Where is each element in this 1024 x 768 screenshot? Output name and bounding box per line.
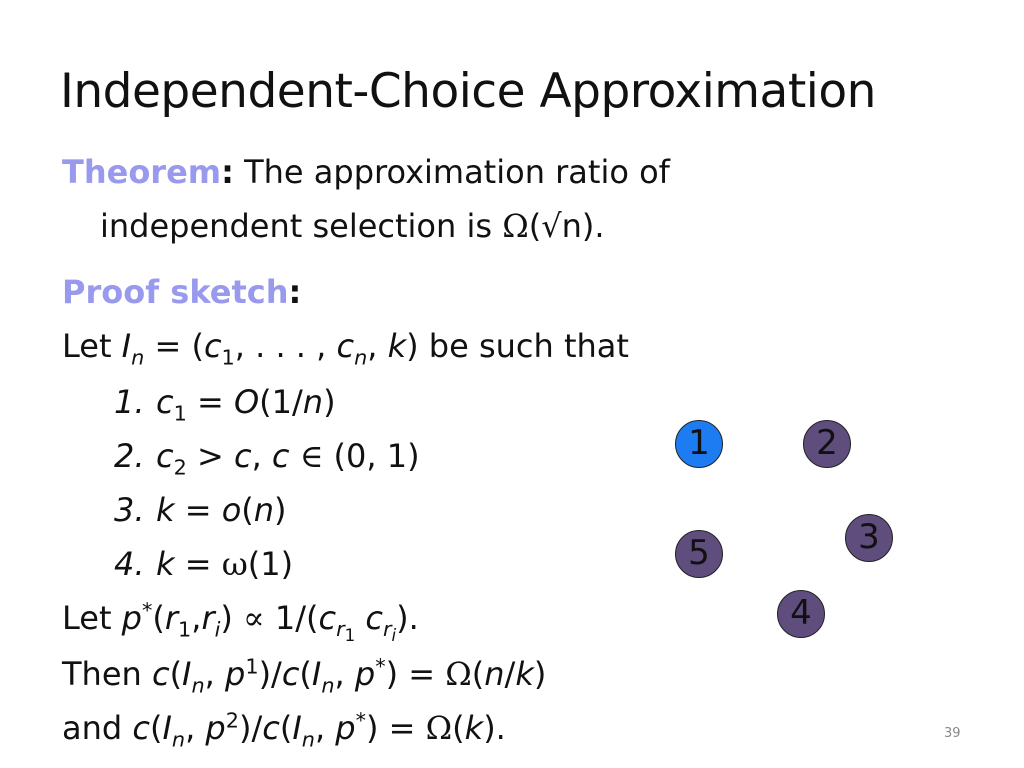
sup-star: * [375, 654, 386, 679]
text: , [204, 655, 226, 693]
text: ) [533, 655, 547, 693]
sub: 2 [173, 455, 187, 480]
sqrt-symbol: √ [541, 207, 562, 245]
text: ) [220, 599, 244, 637]
text [355, 599, 365, 637]
list-number: 2. [114, 437, 145, 475]
var-I: I [162, 709, 172, 747]
var-c: c [318, 599, 337, 637]
condition-1 [114, 382, 336, 426]
var-o: o [221, 491, 242, 529]
var-O: O [233, 383, 260, 421]
text: , [185, 709, 206, 747]
and-line [62, 708, 506, 752]
text: / [504, 655, 516, 693]
theorem-text: The approximation ratio of [244, 153, 670, 191]
text: > [186, 437, 234, 475]
var-c: c [281, 655, 300, 693]
theorem-line [62, 152, 670, 192]
slide-title: Independent-Choice Approximation [60, 64, 876, 119]
var-n: n [302, 383, 324, 421]
condition-4 [114, 544, 293, 584]
text: (1) [247, 545, 294, 583]
proof-heading [62, 272, 301, 312]
text: ) [274, 491, 287, 529]
var-I: I [292, 709, 302, 747]
text: ) = [366, 709, 426, 747]
var-I: I [121, 327, 132, 365]
var-p: p [225, 655, 246, 693]
var-k: k [464, 709, 484, 747]
sub-n: n [321, 673, 335, 698]
omega-symbol: Ω [425, 709, 453, 747]
var-n: n [484, 655, 505, 693]
omega-symbol: Ω [445, 655, 472, 693]
var-k: k [156, 545, 175, 583]
text: , [367, 327, 388, 365]
text: and [62, 709, 133, 747]
text: ( [452, 709, 465, 747]
element-of-symbol: ∈ [289, 437, 334, 475]
sup-1: 1 [245, 654, 259, 679]
omega-symbol: Ω [502, 207, 529, 245]
theorem-line-2 [100, 206, 605, 246]
sub-1: 1 [178, 617, 192, 642]
node-4: 4 [777, 590, 825, 638]
text: ( [149, 709, 163, 747]
var-p: p [205, 709, 226, 747]
var-c: c [233, 437, 252, 475]
var-c: c [151, 655, 170, 693]
list-number: 4. [114, 545, 145, 583]
proportional-symbol: ∝ [243, 599, 265, 637]
var-k: k [156, 491, 175, 529]
paren: ( [528, 207, 542, 245]
var-r: r [164, 599, 179, 637]
text: Let [62, 599, 122, 637]
text: ) be such that [406, 327, 629, 365]
text: Let [62, 327, 122, 365]
node-3: 3 [845, 514, 893, 562]
var-c: c [271, 437, 290, 475]
var-c: c [203, 327, 222, 365]
condition-3 [114, 490, 287, 530]
text: ) = [385, 655, 446, 693]
var-k: k [387, 327, 407, 365]
var-c: c [365, 599, 383, 637]
var-c: c [156, 437, 174, 475]
text: ( [299, 655, 312, 693]
text: )/ [238, 709, 263, 747]
text: Then [62, 655, 152, 693]
var-I: I [311, 655, 322, 693]
theorem-label: Theorem [62, 153, 222, 191]
var-c: c [132, 709, 150, 747]
proof-colon: : [288, 273, 302, 311]
text: , [314, 709, 336, 747]
text: (1/ [259, 383, 303, 421]
proof-label: Proof sketch [62, 273, 289, 311]
sup-star: * [141, 598, 153, 623]
text: ( [152, 599, 165, 637]
sub: 1 [173, 401, 187, 426]
condition-2 [114, 436, 420, 480]
small-omega-symbol: ω [221, 545, 248, 583]
text: ) [323, 383, 336, 421]
sub-i: i [391, 626, 397, 646]
text: = [186, 383, 234, 421]
theorem-text-2: independent selection is [100, 207, 503, 245]
text: ( [241, 491, 254, 529]
let-line [62, 326, 629, 370]
text: = [174, 545, 222, 583]
var-r: r [201, 599, 215, 637]
node-2: 2 [803, 420, 851, 468]
var-p: p [335, 709, 356, 747]
p-star-line [62, 598, 419, 646]
list-number: 1. [114, 383, 145, 421]
sub-n: n [354, 345, 368, 370]
text: = [174, 491, 222, 529]
text: , [334, 655, 355, 693]
var-n: n [253, 491, 275, 529]
text: , . . . , [234, 327, 337, 365]
var-p: p [354, 655, 376, 693]
text: , [251, 437, 272, 475]
then-line [62, 654, 547, 698]
text: ). [396, 599, 419, 637]
text: 1/( [264, 599, 319, 637]
sub-n: n [191, 673, 205, 698]
var-I: I [182, 655, 192, 693]
page-number: 39 [944, 726, 961, 741]
sub-1: 1 [344, 626, 356, 646]
sup-2: 2 [225, 708, 239, 733]
theorem-text-end: n). [561, 207, 605, 245]
text: ( [279, 709, 293, 747]
sub-n: n [131, 345, 145, 370]
sub-1: 1 [221, 345, 235, 370]
var-c: c [262, 709, 280, 747]
list-number: 3. [114, 491, 145, 529]
text: )/ [258, 655, 282, 693]
node-1: 1 [675, 420, 723, 468]
text: = ( [144, 327, 204, 365]
text: ). [483, 709, 506, 747]
text: ( [471, 655, 485, 693]
sup-star: * [355, 708, 366, 733]
sub-n: n [301, 727, 315, 752]
theorem-colon: : [221, 153, 234, 191]
sub-r: r [336, 617, 345, 642]
text: , [191, 599, 202, 637]
sub-i: i [214, 617, 221, 642]
sub-r: r [382, 617, 392, 642]
node-5: 5 [675, 530, 723, 578]
var-k: k [515, 655, 534, 693]
text: (0, 1) [333, 437, 420, 475]
var-c: c [336, 327, 355, 365]
var-p: p [121, 599, 142, 637]
text: ( [169, 655, 183, 693]
var-c: c [156, 383, 174, 421]
sub-n: n [171, 727, 186, 752]
